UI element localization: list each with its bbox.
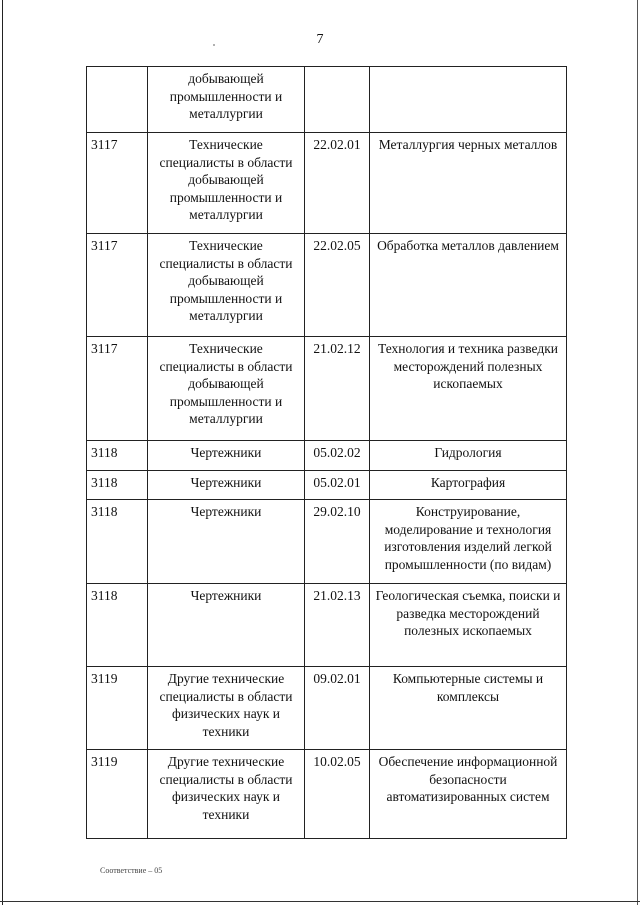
occupation-code-cell: 3117 [87,337,148,441]
occupation-name-cell: Чертежники [148,441,305,471]
occupation-name-cell: Технические специалисты в области добывающей промышленности и металлургии [148,234,305,337]
program-name-cell: Гидрология [370,441,567,471]
occupation-code-cell: 3118 [87,500,148,584]
specialty-code-cell: 05.02.02 [305,441,370,471]
program-name-cell: Конструирование, моделирование и технология изготовления изделий легкой промышленности (по видам) [370,500,567,584]
specialty-code-cell: 21.02.12 [305,337,370,441]
occupation-name-cell: Технические специалисты в области добывающей промышленности и металлургии [148,133,305,234]
specialty-code-cell: 05.02.01 [305,471,370,500]
program-name-cell: Обработка металлов давлением [370,234,567,337]
occupation-code-cell: 3118 [87,584,148,667]
scan-edge-right [637,0,638,905]
program-name-cell: Металлургия черных металлов [370,133,567,234]
specialty-code-cell [305,67,370,133]
occupation-code-cell: 3119 [87,667,148,750]
specialty-code-cell: 10.02.05 [305,750,370,839]
table-row [87,234,567,337]
specialty-code-cell: 22.02.05 [305,234,370,337]
table-row [87,500,567,584]
specialty-code-cell: 29.02.10 [305,500,370,584]
table-row [87,133,567,234]
program-name-cell: Компьютерные системы и комплексы [370,667,567,750]
scan-edge-left [2,0,3,905]
scan-edge-bottom [0,901,640,902]
program-name-cell: Картография [370,471,567,500]
table-row [87,441,567,471]
occupation-code-cell: 3117 [87,133,148,234]
table-row [87,471,567,500]
specialty-code-cell: 22.02.01 [305,133,370,234]
table-row [87,67,567,133]
program-name-cell [370,67,567,133]
occupation-code-cell: 3117 [87,234,148,337]
occupation-name-cell: добывающей промышленности и металлургии [148,67,305,133]
program-name-cell: Обеспечение информационной безопасности автоматизированных систем [370,750,567,839]
occupation-name-cell: Чертежники [148,584,305,667]
table-row [87,584,567,667]
specialty-code-cell: 09.02.01 [305,667,370,750]
occupation-name-cell: Другие технические специалисты в области физических наук и техники [148,667,305,750]
occupation-code-cell: 3118 [87,441,148,471]
program-name-cell: Технология и техника разведки месторождений полезных ископаемых [370,337,567,441]
specialties-table [86,66,567,839]
program-name-cell: Геологическая съемка, поиски и разведка месторождений полезных ископаемых [370,584,567,667]
occupation-name-cell: Чертежники [148,500,305,584]
specialty-code-cell: 21.02.13 [305,584,370,667]
table-row [87,337,567,441]
table-row [87,667,567,750]
occupation-code-cell: 3118 [87,471,148,500]
page-number: 7 [316,32,324,47]
occupation-name-cell: Технические специалисты в области добывающей промышленности и металлургии [148,337,305,441]
occupation-code-cell: 3119 [87,750,148,839]
occupation-name-cell: Другие технические специалисты в области физических наук и техники [148,750,305,839]
occupation-name-cell: Чертежники [148,471,305,500]
table-row [87,750,567,839]
occupation-code-cell [87,67,148,133]
footer-note: Соответствие – 05 [100,866,163,875]
